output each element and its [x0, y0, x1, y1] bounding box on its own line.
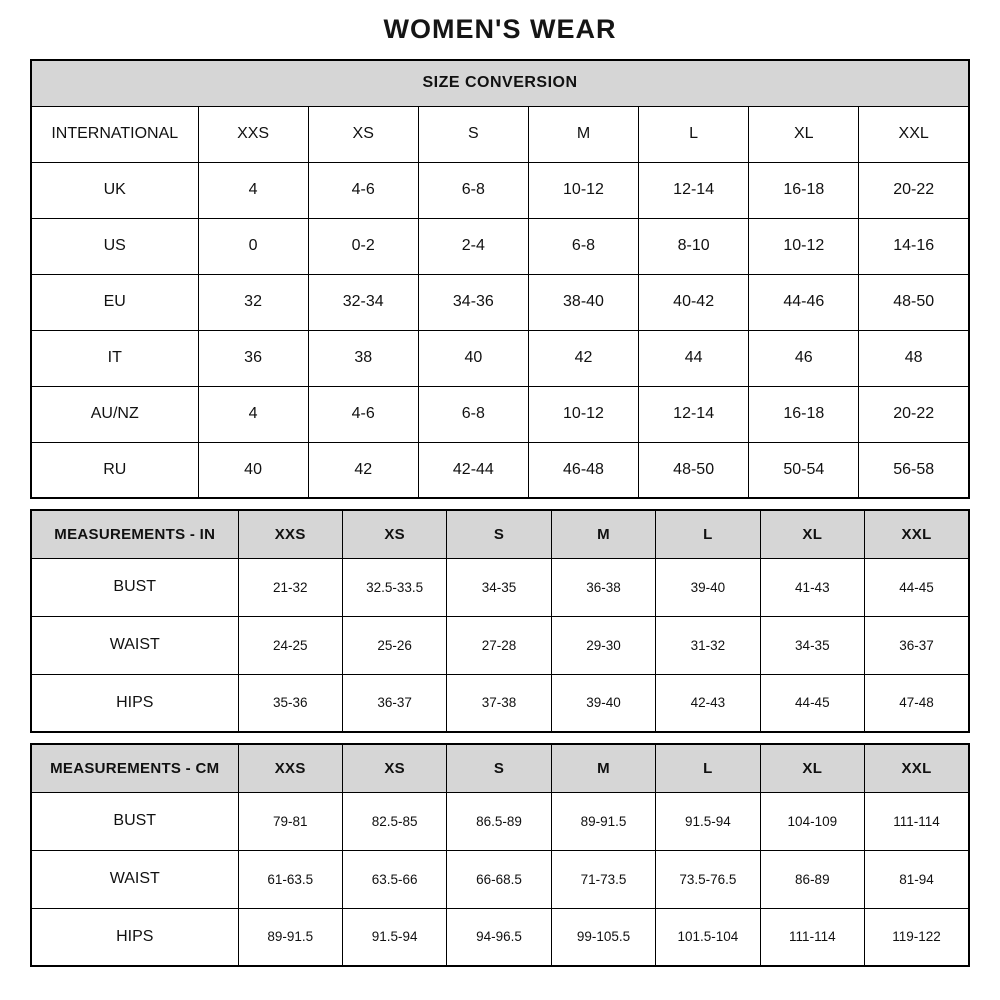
page-title: WOMEN'S WEAR [383, 14, 617, 44]
value-cell: 27-28 [447, 616, 551, 674]
row-label: US [31, 218, 198, 274]
size-header-cell: L [656, 510, 760, 558]
value-cell: 36-38 [551, 558, 655, 616]
row-label: UK [31, 162, 198, 218]
value-cell: M [528, 106, 638, 162]
value-cell: 89-91.5 [238, 908, 342, 966]
value-cell: 10-12 [749, 218, 859, 274]
value-cell: 101.5-104 [656, 908, 760, 966]
row-label: RU [31, 442, 198, 498]
row-label: BUST [31, 558, 238, 616]
value-cell: 34-35 [447, 558, 551, 616]
value-cell: 35-36 [238, 674, 342, 732]
value-cell: 36-37 [342, 674, 446, 732]
size-conversion-title-row [31, 60, 969, 106]
value-cell: 91.5-94 [342, 908, 446, 966]
value-cell: 39-40 [551, 674, 655, 732]
value-cell: 2-4 [418, 218, 528, 274]
value-cell: XXL [859, 106, 969, 162]
value-cell: 4 [198, 386, 308, 442]
table-row [31, 330, 969, 386]
value-cell: 47-48 [865, 674, 969, 732]
value-cell: 89-91.5 [551, 792, 655, 850]
table-row [31, 442, 969, 498]
value-cell: 32-34 [308, 274, 418, 330]
row-label: BUST [31, 792, 238, 850]
size-header-cell: L [656, 744, 760, 792]
value-cell: 44 [639, 330, 749, 386]
value-cell: 16-18 [749, 386, 859, 442]
table-row [31, 674, 969, 732]
row-label: WAIST [31, 616, 238, 674]
value-cell: 4-6 [308, 162, 418, 218]
value-cell: L [639, 106, 749, 162]
value-cell: 32.5-33.5 [342, 558, 446, 616]
value-cell: 38-40 [528, 274, 638, 330]
size-header-cell: XXL [865, 510, 969, 558]
row-label: HIPS [31, 674, 238, 732]
value-cell: 111-114 [865, 792, 969, 850]
table-row [31, 850, 969, 908]
size-header-cell: XXS [238, 510, 342, 558]
value-cell: 8-10 [639, 218, 749, 274]
value-cell: 40 [198, 442, 308, 498]
value-cell: 31-32 [656, 616, 760, 674]
value-cell: 73.5-76.5 [656, 850, 760, 908]
value-cell: 34-36 [418, 274, 528, 330]
size-conversion-table [30, 59, 970, 499]
value-cell: 0-2 [308, 218, 418, 274]
table-row [31, 616, 969, 674]
value-cell: 44-45 [865, 558, 969, 616]
value-cell: 48-50 [859, 274, 969, 330]
value-cell: 94-96.5 [447, 908, 551, 966]
value-cell: 46-48 [528, 442, 638, 498]
table-row [31, 908, 969, 966]
value-cell: 42 [308, 442, 418, 498]
value-cell: 42-44 [418, 442, 528, 498]
value-cell: 12-14 [639, 386, 749, 442]
row-label: INTERNATIONAL [31, 106, 198, 162]
value-cell: XL [749, 106, 859, 162]
value-cell: 32 [198, 274, 308, 330]
value-cell: 14-16 [859, 218, 969, 274]
value-cell: 61-63.5 [238, 850, 342, 908]
value-cell: 6-8 [528, 218, 638, 274]
size-header-cell: XL [760, 510, 864, 558]
value-cell: 40 [418, 330, 528, 386]
size-header-cell: S [447, 510, 551, 558]
value-cell: 99-105.5 [551, 908, 655, 966]
value-cell: 25-26 [342, 616, 446, 674]
value-cell: 86.5-89 [447, 792, 551, 850]
value-cell: 34-35 [760, 616, 864, 674]
value-cell: 42-43 [656, 674, 760, 732]
value-cell: 6-8 [418, 386, 528, 442]
value-cell: 71-73.5 [551, 850, 655, 908]
row-label: EU [31, 274, 198, 330]
value-cell: 104-109 [760, 792, 864, 850]
value-cell: 10-12 [528, 386, 638, 442]
value-cell: 44-46 [749, 274, 859, 330]
value-cell: 86-89 [760, 850, 864, 908]
value-cell: 4 [198, 162, 308, 218]
value-cell: 66-68.5 [447, 850, 551, 908]
value-cell: 44-45 [760, 674, 864, 732]
size-header-cell: XXS [238, 744, 342, 792]
table-row [31, 274, 969, 330]
value-cell: 37-38 [447, 674, 551, 732]
size-header-cell: XL [760, 744, 864, 792]
value-cell: 16-18 [749, 162, 859, 218]
value-cell: 10-12 [528, 162, 638, 218]
size-header-cell: S [447, 744, 551, 792]
value-cell: 48-50 [639, 442, 749, 498]
table-title: MEASUREMENTS - IN [31, 510, 238, 558]
measurements-cm-header-row [31, 744, 969, 792]
value-cell: 6-8 [418, 162, 528, 218]
value-cell: S [418, 106, 528, 162]
size-header-cell: XS [342, 510, 446, 558]
value-cell: 41-43 [760, 558, 864, 616]
value-cell: 79-81 [238, 792, 342, 850]
table-row [31, 106, 969, 162]
size-conversion-title: SIZE CONVERSION [31, 60, 969, 106]
value-cell: 29-30 [551, 616, 655, 674]
value-cell: 40-42 [639, 274, 749, 330]
value-cell: 0 [198, 218, 308, 274]
value-cell: XXS [198, 106, 308, 162]
value-cell: 12-14 [639, 162, 749, 218]
table-row [31, 218, 969, 274]
size-header-cell: M [551, 744, 655, 792]
table-row [31, 386, 969, 442]
measurements-in-header-row [31, 510, 969, 558]
value-cell: 38 [308, 330, 418, 386]
row-label: HIPS [31, 908, 238, 966]
value-cell: 63.5-66 [342, 850, 446, 908]
size-header-cell: M [551, 510, 655, 558]
value-cell: 36-37 [865, 616, 969, 674]
row-label: IT [31, 330, 198, 386]
table-title: MEASUREMENTS - CM [31, 744, 238, 792]
table-row [31, 792, 969, 850]
size-header-cell: XS [342, 744, 446, 792]
row-label: AU/NZ [31, 386, 198, 442]
value-cell: 24-25 [238, 616, 342, 674]
value-cell: 4-6 [308, 386, 418, 442]
value-cell: 91.5-94 [656, 792, 760, 850]
value-cell: 46 [749, 330, 859, 386]
value-cell: 56-58 [859, 442, 969, 498]
value-cell: 81-94 [865, 850, 969, 908]
value-cell: 48 [859, 330, 969, 386]
table-row [31, 558, 969, 616]
value-cell: 50-54 [749, 442, 859, 498]
measurements-cm-table [30, 743, 970, 967]
value-cell: 20-22 [859, 386, 969, 442]
value-cell: 20-22 [859, 162, 969, 218]
value-cell: 82.5-85 [342, 792, 446, 850]
value-cell: 39-40 [656, 558, 760, 616]
size-header-cell: XXL [865, 744, 969, 792]
value-cell: 119-122 [865, 908, 969, 966]
value-cell: 21-32 [238, 558, 342, 616]
row-label: WAIST [31, 850, 238, 908]
value-cell: 111-114 [760, 908, 864, 966]
value-cell: 42 [528, 330, 638, 386]
value-cell: 36 [198, 330, 308, 386]
value-cell: XS [308, 106, 418, 162]
table-row [31, 162, 969, 218]
measurements-in-table [30, 509, 970, 733]
